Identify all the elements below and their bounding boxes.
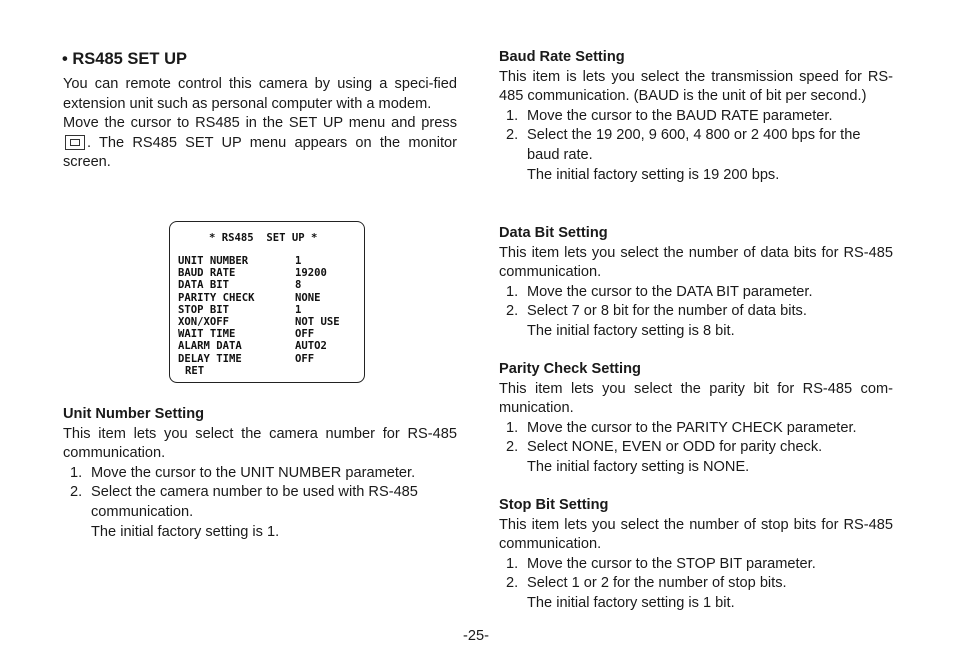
unit-number-steps (63, 464, 457, 523)
menu-row-alarm-data (178, 340, 327, 352)
step-number: 2. (506, 127, 519, 144)
unit-number-section (63, 405, 457, 542)
step-number: 1. (70, 464, 83, 481)
menu-value: OFF (295, 352, 315, 365)
step-text: Select the camera number to be used with RS-485 communication. (91, 484, 418, 520)
menu-label: UNIT NUMBER (178, 255, 249, 267)
rs485-setup-menu (169, 221, 365, 383)
parity-check-section (499, 360, 893, 478)
menu-value: 1 (295, 255, 302, 267)
parity-check-note: The initial factory setting is NONE. (527, 458, 750, 475)
list-item (499, 302, 893, 322)
menu-row-stop-bit (178, 304, 301, 316)
parity-check-steps (499, 419, 893, 458)
menu-value: AUTO2 (295, 340, 327, 353)
unit-number-note: The initial factory setting is 1. (91, 523, 280, 540)
step-text: Select 1 or 2 for the number of stop bits. (527, 575, 787, 592)
stop-bit-desc: This item lets you select the number of stop bits for RS-485 communication. (499, 516, 893, 553)
step-text: Select the 19 200, 9 600, 4 800 or 2 400 bps for the baud rate. (527, 127, 861, 163)
baud-rate-desc: This item is lets you select the transmission speed for RS-485 communication. (BAUD is the unit of bit per second.) (499, 68, 893, 105)
menu-label: STOP BIT (178, 303, 230, 316)
menu-row-baud-rate (178, 267, 327, 279)
stop-bit-note: The initial factory setting is 1 bit. (527, 594, 735, 611)
step-number: 1. (506, 555, 519, 572)
menu-row-wait-time (178, 328, 314, 340)
menu-row-delay-time (178, 353, 314, 365)
step-number: 1. (506, 107, 519, 124)
page-title: • RS485 SET UP (62, 50, 187, 68)
list-item (499, 283, 893, 303)
intro (63, 75, 457, 173)
menu-row-ret: RET (185, 364, 205, 377)
step-text: Move the cursor to the STOP BIT parameter. (527, 555, 816, 572)
data-bit-steps (499, 283, 893, 322)
menu-row-xon-xoff (178, 316, 340, 328)
intro-paragraph-1: You can remote control this camera by using a speci-fied extension unit such as personal computer with a modem. (63, 76, 457, 112)
list-item (63, 483, 457, 522)
menu-label: ALARM DATA (178, 340, 242, 353)
menu-row-unit-number (178, 255, 301, 267)
parity-check-heading: Parity Check Setting (499, 361, 641, 377)
menu-value: OFF (295, 328, 315, 341)
step-number: 2. (506, 303, 519, 320)
unit-number-heading: Unit Number Setting (63, 406, 205, 422)
list-item (499, 555, 893, 575)
baud-rate-steps (499, 107, 893, 166)
step-text: Move the cursor to the BAUD RATE parameter. (527, 107, 833, 124)
step-text: Move the cursor to the UNIT NUMBER parameter. (91, 464, 416, 481)
menu-value: 19200 (295, 267, 327, 280)
list-item (499, 419, 893, 439)
baud-rate-section (499, 48, 893, 185)
intro-text-before: Move the cursor to RS485 in the SET UP menu and press (63, 115, 457, 132)
step-number: 1. (506, 283, 519, 300)
menu-value: NONE (295, 291, 321, 304)
baud-rate-heading: Baud Rate Setting (499, 49, 625, 65)
data-bit-desc: This item lets you select the number of data bits for RS-485 communication. (499, 244, 893, 281)
step-number: 1. (506, 419, 519, 436)
step-number: 2. (506, 439, 519, 456)
parity-check-desc: This item lets you select the parity bit for RS-485 com-munication. (499, 380, 893, 417)
menu-label: BAUD RATE (178, 267, 236, 280)
unit-number-desc: This item lets you select the camera number for RS-485 communication. (63, 425, 457, 462)
list-item (499, 107, 893, 127)
stop-bit-heading: Stop Bit Setting (499, 497, 609, 513)
list-item (499, 574, 893, 594)
menu-value: 8 (295, 279, 302, 292)
page-number: -25- (463, 628, 489, 644)
menu-title: * RS485 SET UP * (209, 232, 318, 244)
menu-label: XON/XOFF (178, 316, 230, 328)
list-item (63, 464, 457, 484)
data-bit-section (499, 224, 893, 342)
menu-row-data-bit (178, 279, 301, 291)
menu-value: 1 (295, 303, 302, 316)
baud-rate-note: The initial factory setting is 19 200 bps. (527, 166, 780, 183)
list-item (499, 438, 893, 458)
step-text: Move the cursor to the PARITY CHECK parameter. (527, 419, 857, 436)
data-bit-heading: Data Bit Setting (499, 225, 608, 241)
menu-row-parity-check (178, 292, 321, 304)
step-text: Move the cursor to the DATA BIT parameter. (527, 283, 813, 300)
stop-bit-section (499, 496, 893, 614)
step-number: 2. (506, 575, 519, 592)
set-key-icon (65, 135, 85, 150)
list-item (499, 126, 893, 165)
stop-bit-steps (499, 555, 893, 594)
menu-label: DATA BIT (178, 279, 230, 292)
menu-label: PARITY CHECK (178, 291, 255, 304)
step-number: 2. (70, 484, 83, 501)
intro-text-after: . The RS485 SET UP menu appears on the monitor screen. (63, 134, 457, 171)
step-text: Select NONE, EVEN or ODD for parity check. (527, 439, 823, 456)
intro-paragraph-2 (63, 114, 457, 173)
menu-label: DELAY TIME (178, 352, 242, 365)
data-bit-note: The initial factory setting is 8 bit. (527, 322, 735, 339)
menu-value: NOT USE (295, 316, 340, 328)
step-text: Select 7 or 8 bit for the number of data bits. (527, 303, 807, 320)
menu-label: WAIT TIME (178, 328, 236, 341)
